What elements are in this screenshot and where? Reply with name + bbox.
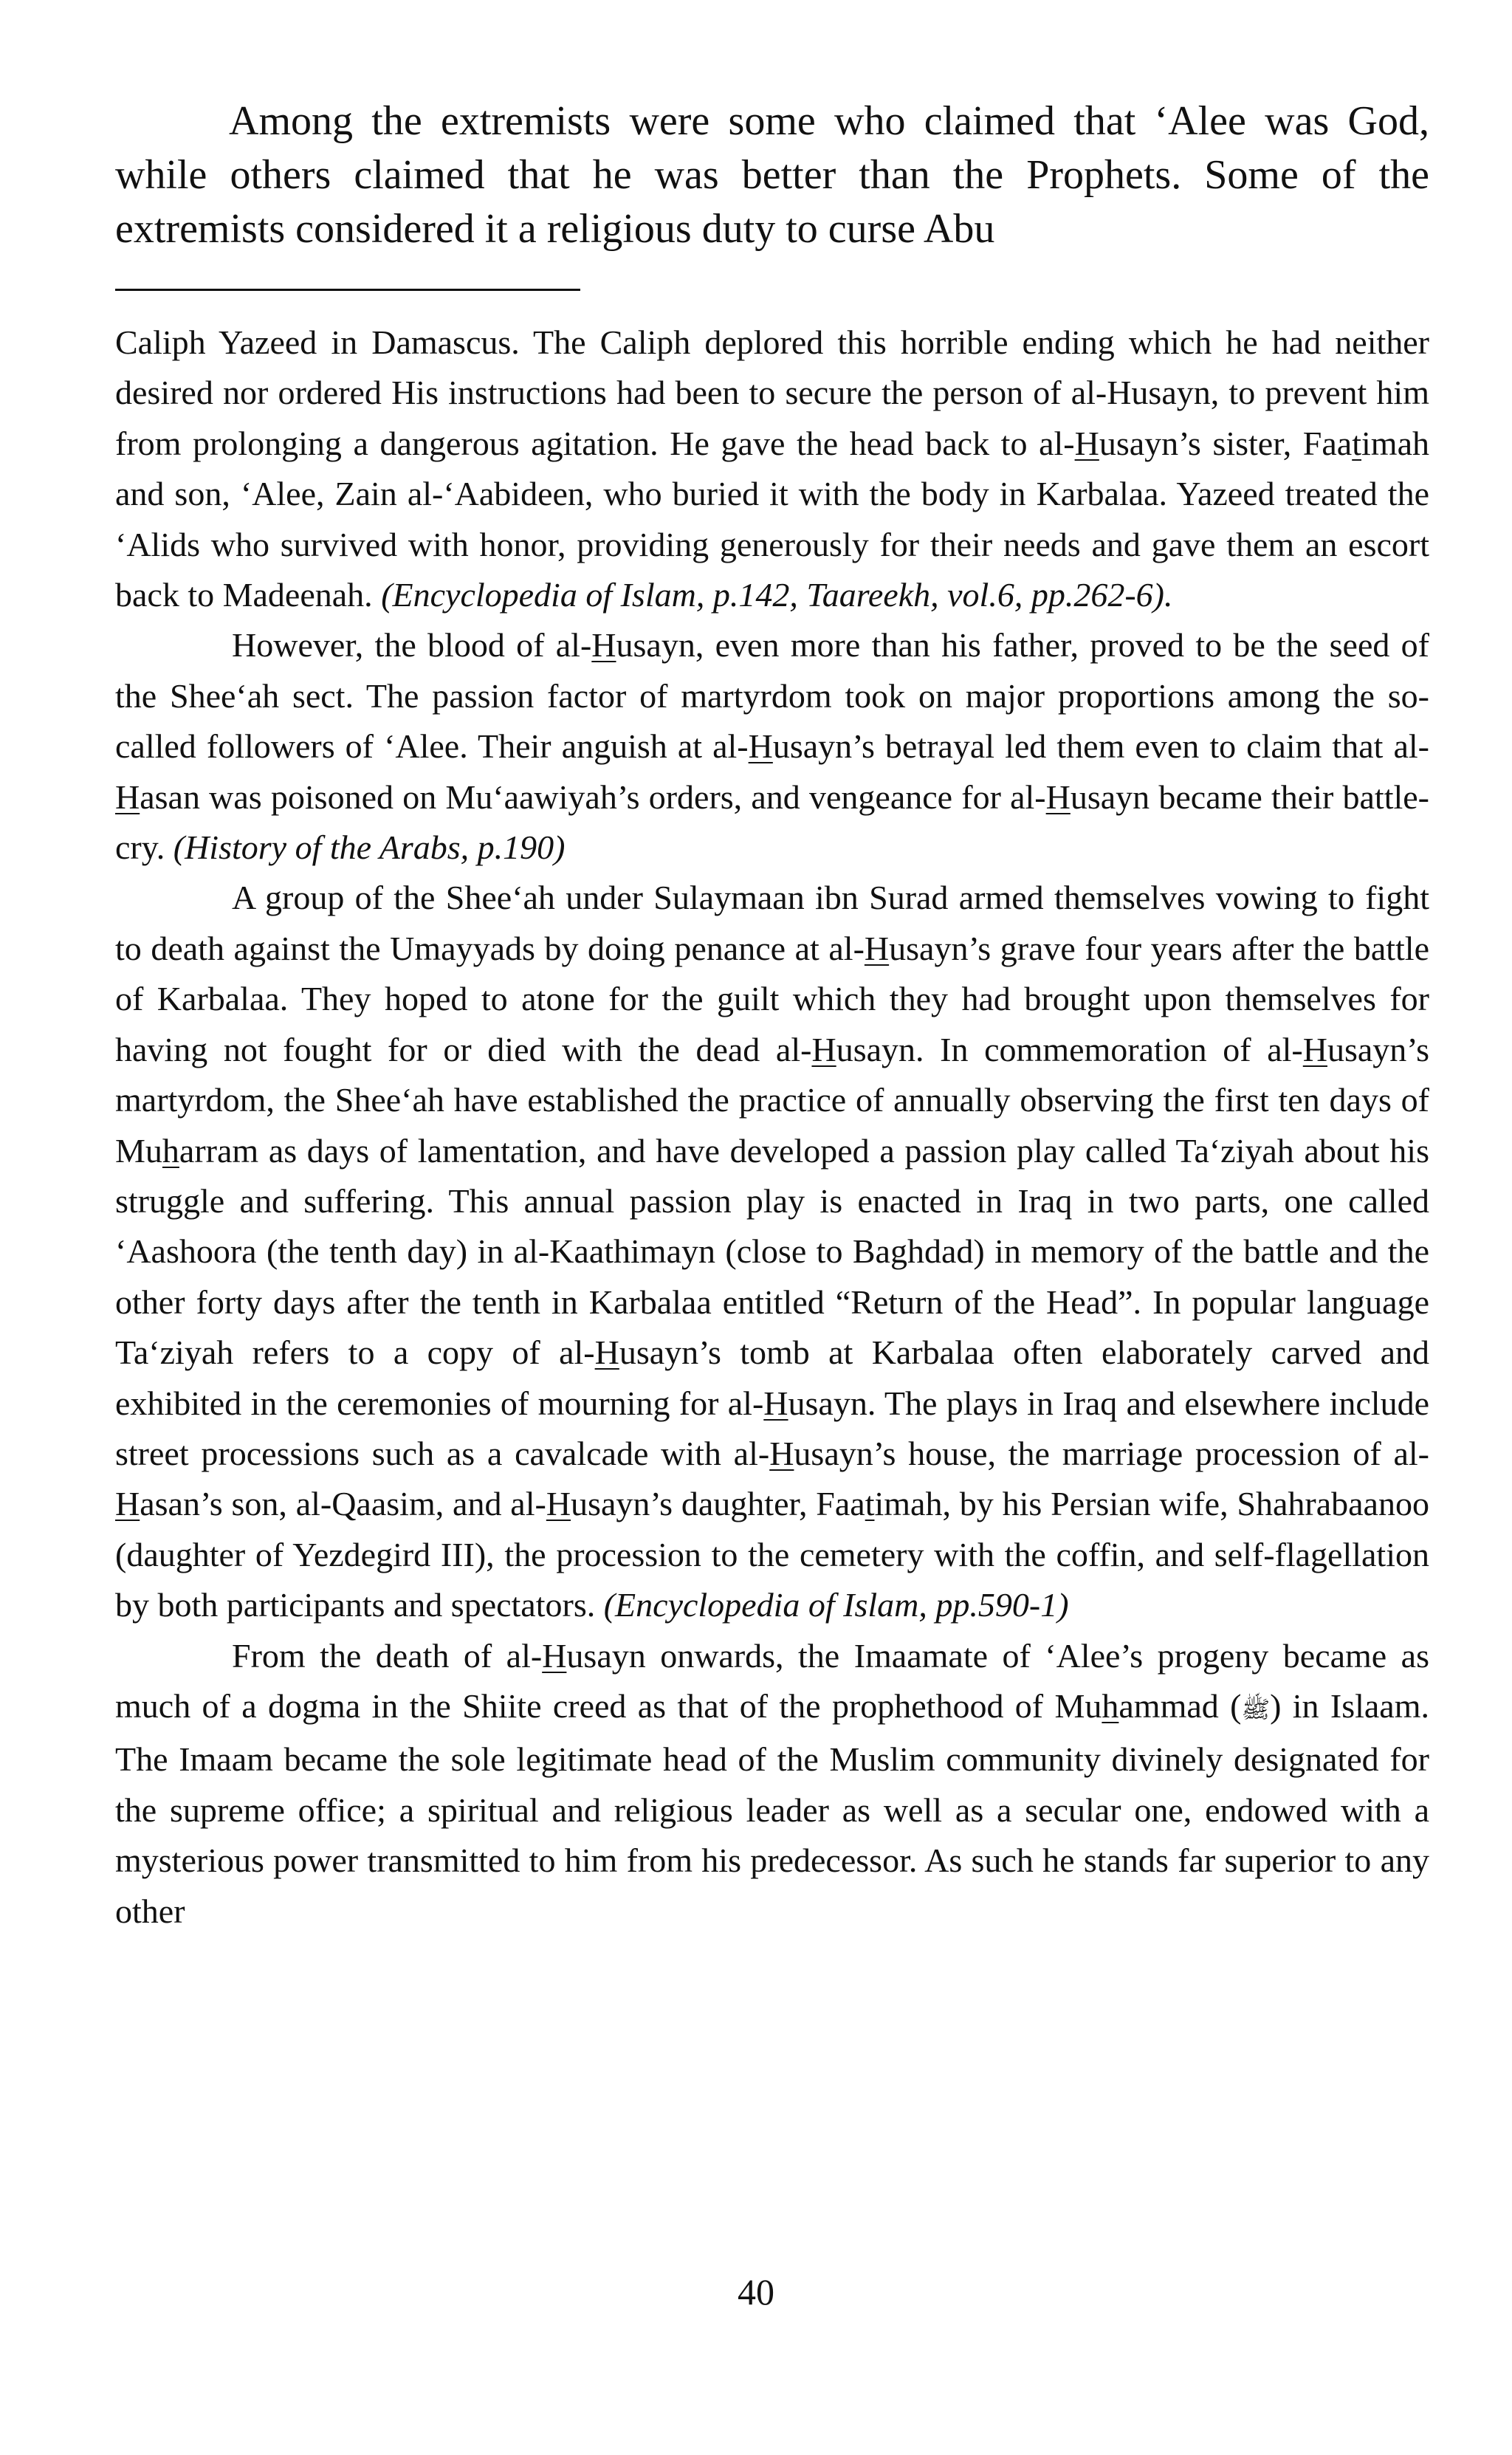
footnote	[115, 317, 1429, 1937]
underlined-letter: H	[594, 1333, 619, 1372]
text: imah and son, ‘Alee, Zain al-‘Aabideen, who buried it with the body in Karbalaa. Yazeed treated the ‘Alids who survived with honor, providing generously for their needs and gave them an escort back to Madeenah.	[115, 424, 1429, 614]
citation: (Encyclopedia of Islam, pp.590-1)	[603, 1586, 1069, 1624]
underlined-letter: H	[115, 777, 140, 816]
citation: (History of the Arabs, p.190)	[173, 828, 566, 867]
text: usayn’s sister, Faa	[1099, 424, 1353, 462]
underlined-letter: H	[115, 1485, 140, 1523]
underlined-letter: H	[763, 1384, 788, 1422]
text: asan’s son, al-Qaasim, and al-	[140, 1485, 546, 1523]
underlined-letter: H	[1302, 1030, 1327, 1068]
text: usayn onwards, the Imaamate of ‘Alee’s progeny became as much of a dogma in the Shiite creed as that of the prophethood of Mu	[115, 1636, 1429, 1725]
footnote-paragraph-3	[115, 873, 1429, 1630]
main-paragraph: Among the extremists were some who claimed that ‘Alee was God, while others claimed that he was better than the Prophets. Some of the extremists considered it a religious duty to curse Abu	[115, 98, 1429, 252]
text: usayn. In commemoration of al-	[836, 1030, 1303, 1068]
underlined-letter: h	[162, 1131, 179, 1170]
text: A group of the Shee‘ah under Sulaymaan ibn Surad armed themselves vowing to fight to death against the Umayyads by doing penance at al-	[115, 879, 1429, 967]
text: However, the blood of al-	[232, 626, 592, 665]
footnote-paragraph-2	[115, 620, 1429, 873]
underlined-letter: H	[769, 1434, 794, 1472]
underlined-letter: t	[865, 1485, 875, 1523]
text: usayn’s grave four years after the battle of Karbalaa. They hoped to atone for the guilt which they had brought upon themselves for having not fought for or died with the dead al-	[115, 929, 1429, 1068]
underlined-letter: H	[748, 727, 773, 766]
honorific-symbol: ﷺ	[1241, 1695, 1271, 1723]
text: From the death of al-	[232, 1636, 543, 1675]
text: usayn. The plays in Iraq and elsewhere include street processions such as a cavalcade with al-	[115, 1384, 1430, 1472]
underlined-letter: H	[811, 1030, 836, 1068]
text: asan was poisoned on Mu‘aawiyah’s orders, and vengeance for al-	[140, 777, 1046, 816]
text: ammad (	[1118, 1686, 1242, 1725]
footnote-divider	[115, 289, 580, 291]
text: usayn’s house, the marriage procession of al-	[794, 1434, 1429, 1472]
text: ) in Islaam. The Imaam became the sole legitimate head of the Muslim community divinely designated for the supreme office; a spiritual and religious leader as well as a secular one, endowed with a mysterious power transmitted to him from his predecessor. As such he stands far superior to any other	[115, 1686, 1429, 1930]
footnote-paragraph-4	[115, 1631, 1429, 1937]
text: Caliph Yazeed in Damascus. The Caliph deplored this horrible ending which he had neither desired nor ordered His instructions had been to secure the person of al-Husayn, to prevent him from prolonging a dangerous agitation. He gave the head back to al-	[115, 323, 1429, 462]
underlined-letter: H	[1045, 777, 1071, 816]
citation: (Encyclopedia of Islam, p.142, Taareekh, vol.6, pp.262-6).	[381, 576, 1173, 614]
text: arram as days of lamentation, and have developed a passion play called Ta‘ziyah about his struggle and suffering. This annual passion play is enacted in Iraq in two parts, one called ‘Aashoora (the tenth day) in al-Kaathimayn (close to Baghdad) in memory of the battle and the other forty days after the tenth in Karbalaa entitled “Return of the Head”. In popular language Ta‘ziyah refers to a copy of al-	[115, 1131, 1429, 1372]
underlined-letter: H	[591, 626, 616, 665]
underlined-letter: H	[546, 1485, 571, 1523]
page-number: 40	[738, 2271, 774, 2312]
underlined-letter: t	[1352, 424, 1362, 462]
text: usayn’s tomb at Karbalaa often elaborately carved and exhibited in the ceremonies of mourning for al-	[115, 1333, 1430, 1422]
text: usayn became their battle-cry.	[115, 777, 1429, 867]
text: usayn’s daughter, Faa	[571, 1485, 865, 1523]
underlined-letter: h	[1102, 1686, 1119, 1725]
text: usayn’s betrayal led them even to claim that al-	[772, 727, 1429, 766]
underlined-letter: H	[864, 929, 890, 967]
text: usayn’s martyrdom, the Shee‘ah have established the practice of annually observing the first ten days of Mu	[115, 1030, 1429, 1170]
underlined-letter: H	[542, 1636, 567, 1675]
footnote-paragraph-1	[115, 317, 1429, 620]
page-content	[115, 95, 1429, 1937]
underlined-letter: H	[1074, 424, 1099, 462]
text: usayn, even more than his father, proved to be the seed of the Shee‘ah sect. The passion factor of martyrdom took on major proportions among the so-called followers of ‘Alee. Their anguish at al-	[115, 626, 1430, 766]
text: imah, by his Persian wife, Shahrabaanoo (daughter of Yezdegird III), the procession to the cemetery with the coffin, and self-flagellation by both participants and spectators.	[115, 1485, 1429, 1624]
